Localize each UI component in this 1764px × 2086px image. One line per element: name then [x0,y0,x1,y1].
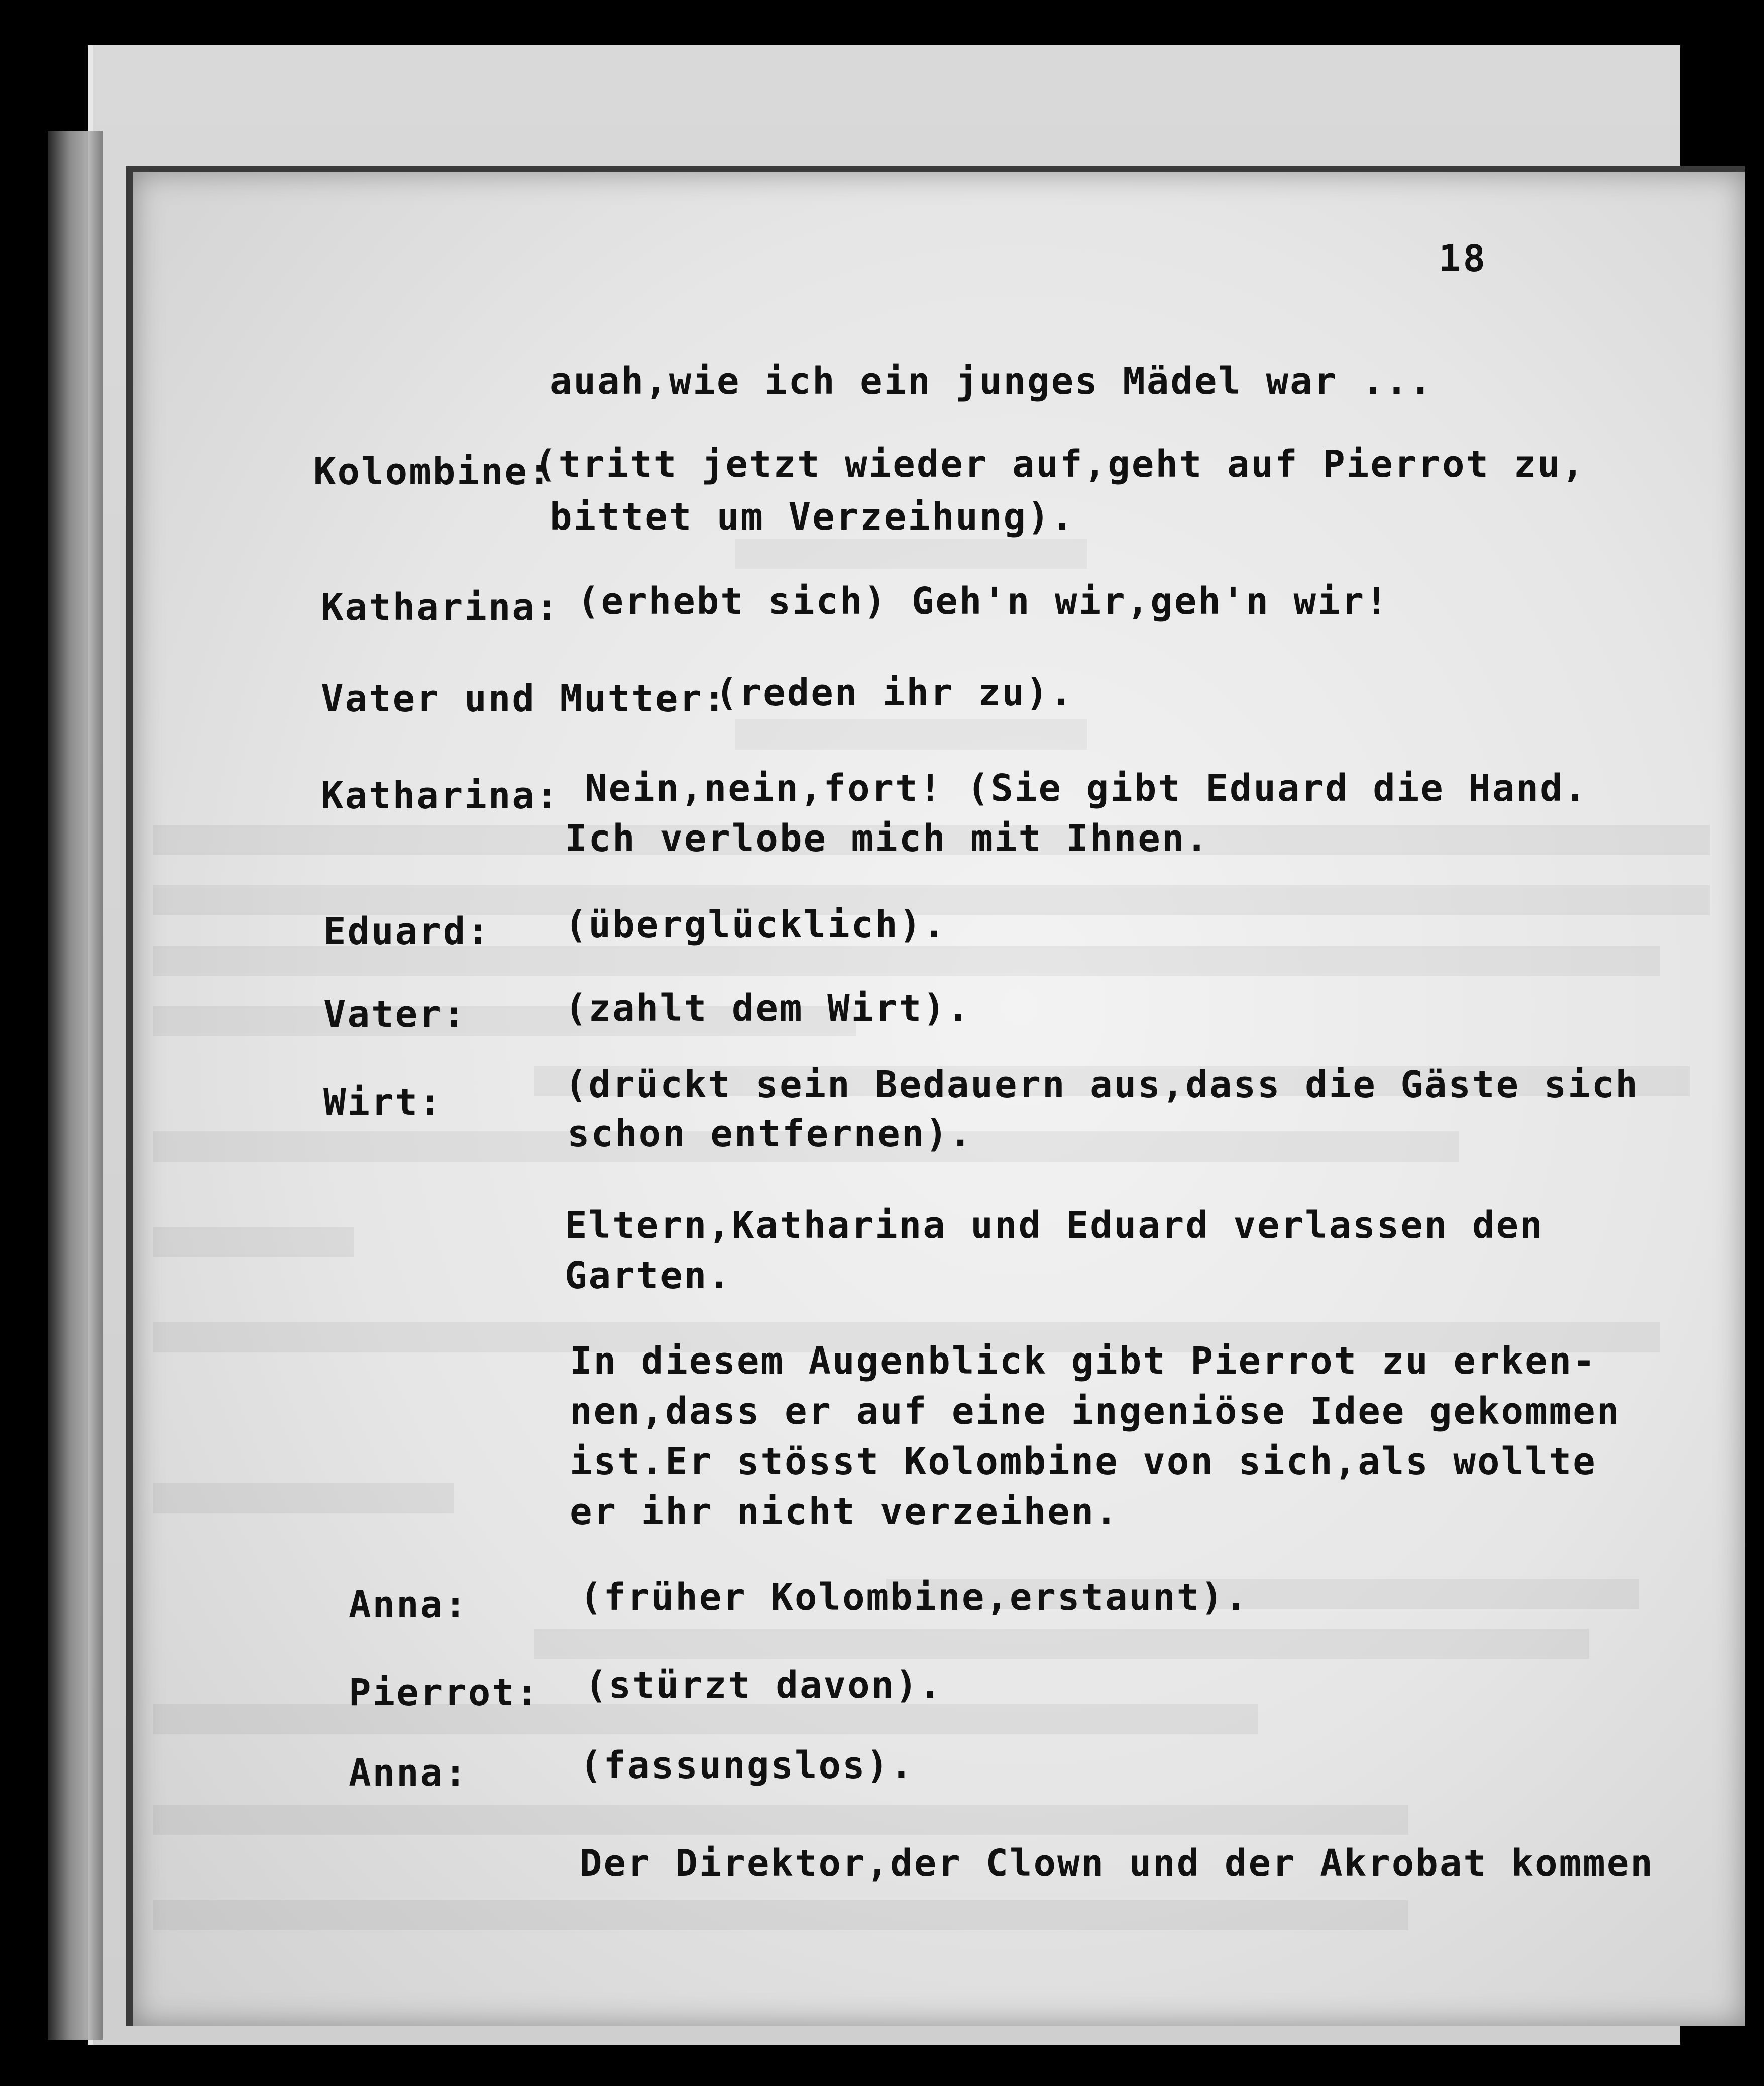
script-line: auah,wie ich ein junges Mädel war ... [549,360,1434,403]
speaker-name: Vater und Mutter: [321,677,727,720]
speaker-name: Anna: [349,1751,468,1795]
script-line: (drückt sein Bedauern aus,dass die Gäste sich [565,1063,1639,1106]
speaker-name: Kolombine: [313,450,553,493]
script-line: nen,dass er auf eine ingeniöse Idee gekommen [570,1390,1621,1433]
bleed-through-mark [153,1900,1408,1930]
script-line: (erhebt sich) Geh'n wir,geh'n wir! [577,580,1389,623]
speaker-name: Katharina: [321,774,560,817]
script-line: Garten. [565,1254,732,1297]
script-line: Ich verlobe mich mit Ihnen. [565,817,1209,860]
script-line: schon entfernen). [567,1112,973,1156]
script-line: In diesem Augenblick gibt Pierrot zu erken- [570,1339,1597,1383]
script-line: (fassungslos). [580,1744,914,1787]
script-line: Nein,nein,fort! (Sie gibt Eduard die Hand. [585,767,1588,810]
typewritten-page [126,166,1745,2026]
script-line: (überglücklich). [565,903,947,947]
script-line: (tritt jetzt wieder auf,geht auf Pierrot zu, [534,443,1586,486]
script-line: bittet um Verzeihung). [549,495,1075,539]
torn-edge-strip [48,131,103,2040]
bleed-through-mark [153,1805,1408,1835]
speaker-name: Eduard: [323,910,491,953]
bleed-through-mark [735,539,1087,569]
script-line: (zahlt dem Wirt). [565,987,971,1030]
bleed-through-mark [735,719,1087,750]
bleed-through-mark [534,1629,1589,1659]
script-line: (stürzt davon). [585,1663,943,1707]
speaker-name: Vater: [323,993,467,1036]
script-line: Der Direktor,der Clown und der Akrobat kommen [580,1842,1655,1885]
script-line: Eltern,Katharina und Eduard verlassen den [565,1204,1544,1247]
script-line: (reden ihr zu). [715,671,1074,714]
page-content [133,172,1745,2026]
script-line: ist.Er stösst Kolombine von sich,als wollte [570,1440,1597,1483]
script-line: (früher Kolombine,erstaunt). [580,1576,1249,1619]
bleed-through-mark [153,1483,454,1513]
speaker-name: Anna: [349,1583,468,1626]
bleed-through-mark [153,1704,1258,1734]
speaker-name: Wirt: [323,1081,443,1124]
speaker-name: Pierrot: [349,1671,540,1714]
page-number: 18 [1439,237,1488,280]
bleed-through-mark [153,1227,354,1257]
script-line: er ihr nicht verzeihen. [570,1490,1119,1533]
speaker-name: Katharina: [321,586,560,629]
